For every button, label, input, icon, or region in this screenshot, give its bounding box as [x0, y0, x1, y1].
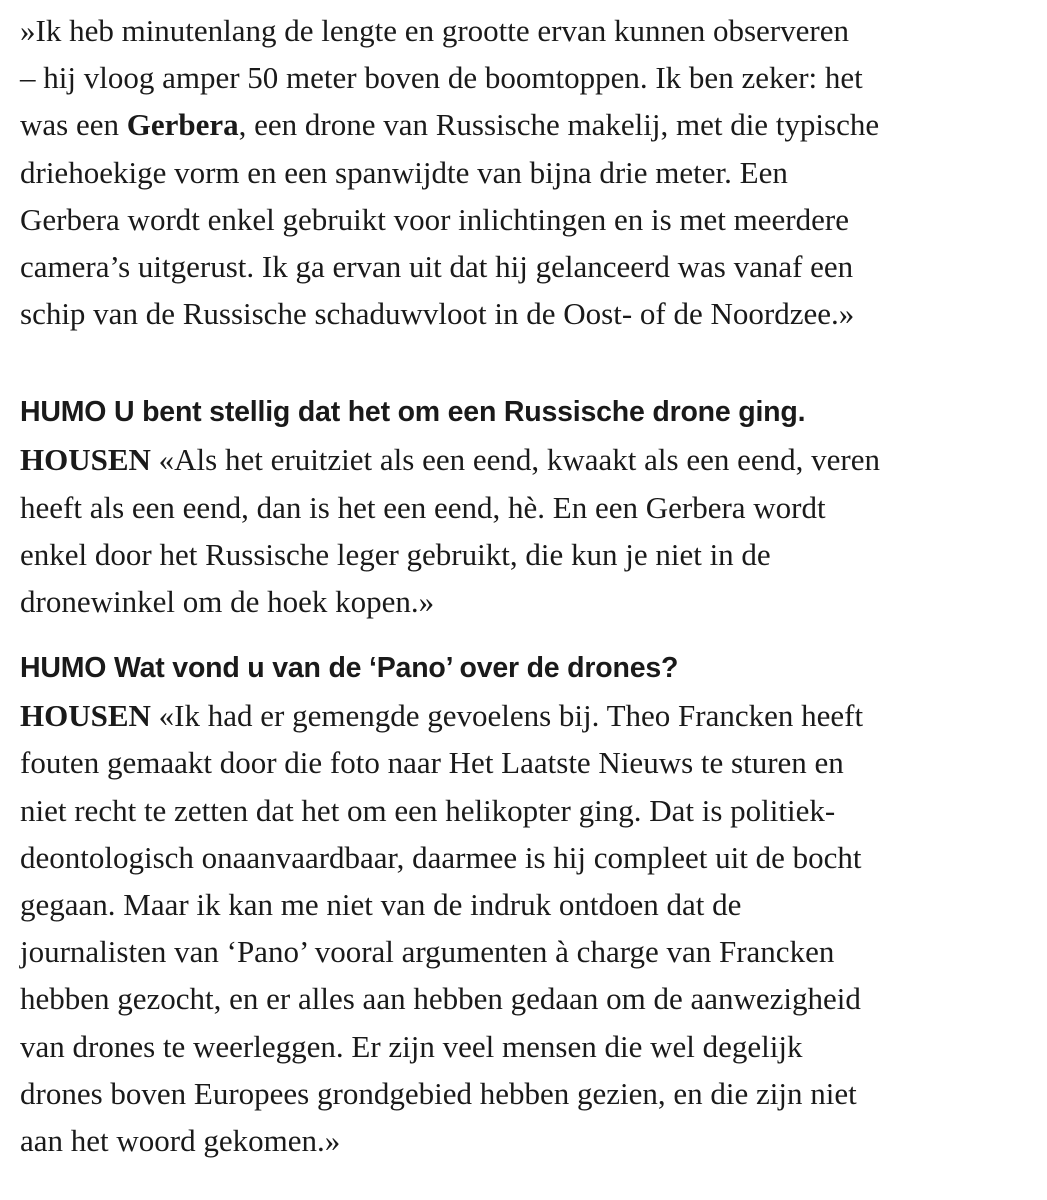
text-line: deontologisch onaanvaardbaar, daarmee is hij compleet uit de bocht [20, 839, 862, 875]
text-line: driehoekige vorm en een spanwijdte van bijna drie meter. Een [20, 154, 788, 190]
text-line: van drones te weerleggen. Er zijn veel mensen die wel degelijk [20, 1028, 803, 1064]
text-line: gegaan. Maar ik kan me niet van de indruk ontdoen dat de [20, 887, 742, 923]
text-line [20, 101, 1040, 148]
bold-term-gerbera: Gerbera [126, 107, 239, 143]
text-line: fouten gemaakt door die foto naar Het Laatste Nieuws te sturen en [20, 745, 844, 781]
text-line: enkel door het Russische leger gebruikt, die kun je niet in de [20, 536, 771, 572]
interview-answer-1 [20, 436, 1040, 625]
text-line: niet recht te zetten dat het om een helikopter ging. Dat is politiek- [20, 792, 836, 828]
text-line [20, 692, 1040, 739]
text-fragment: «Als het eruitziet als een eend, kwaakt als een eend, veren [150, 442, 880, 478]
text-line: »Ik heb minutenlang de lengte en grootte ervan kunnen observeren [20, 13, 849, 48]
interview-question-2: HUMO Wat vond u van de ‘Pano’ over de drones? [20, 652, 679, 685]
text-fragment: was een [20, 107, 127, 143]
text-line: – hij vloog amper 50 meter boven de boomtoppen. Ik ben zeker: het [20, 60, 863, 96]
text-line: schip van de Russische schaduwvloot in de Oost- of de Noordzee.» [20, 296, 855, 332]
text-line: journalisten van ‘Pano’ vooral argumenten à charge van Francken [20, 934, 835, 970]
interview-answer-2 [20, 692, 1040, 1164]
text-fragment: , een drone van Russische makelij, met die typische [238, 107, 880, 143]
speaker-name: HOUSEN [20, 698, 151, 734]
text-line: aan het woord gekomen.» [20, 1123, 341, 1159]
interview-question-1: HUMO U bent stellig dat het om een Russische drone ging. [20, 396, 806, 429]
text-line: heeft als een eend, dan is het een eend, hè. En een Gerbera wordt [20, 489, 826, 525]
speaker-name: HOUSEN [20, 442, 151, 478]
text-line [20, 436, 1040, 483]
text-line: drones boven Europees grondgebied hebben gezien, en die zijn niet [20, 1075, 857, 1111]
paragraph-quote-gerbera [20, 7, 1040, 337]
text-line: camera’s uitgerust. Ik ga ervan uit dat hij gelanceerd was vanaf een [20, 249, 854, 285]
text-line: dronewinkel om de hoek kopen.» [20, 584, 435, 620]
text-line: Gerbera wordt enkel gebruikt voor inlichtingen en is met meerdere [20, 201, 849, 237]
text-line: hebben gezocht, en er alles aan hebben gedaan om de aanwezigheid [20, 981, 861, 1017]
article-body [20, 7, 1040, 1164]
text-fragment: «Ik had er gemengde gevoelens bij. Theo Francken heeft [150, 698, 864, 734]
